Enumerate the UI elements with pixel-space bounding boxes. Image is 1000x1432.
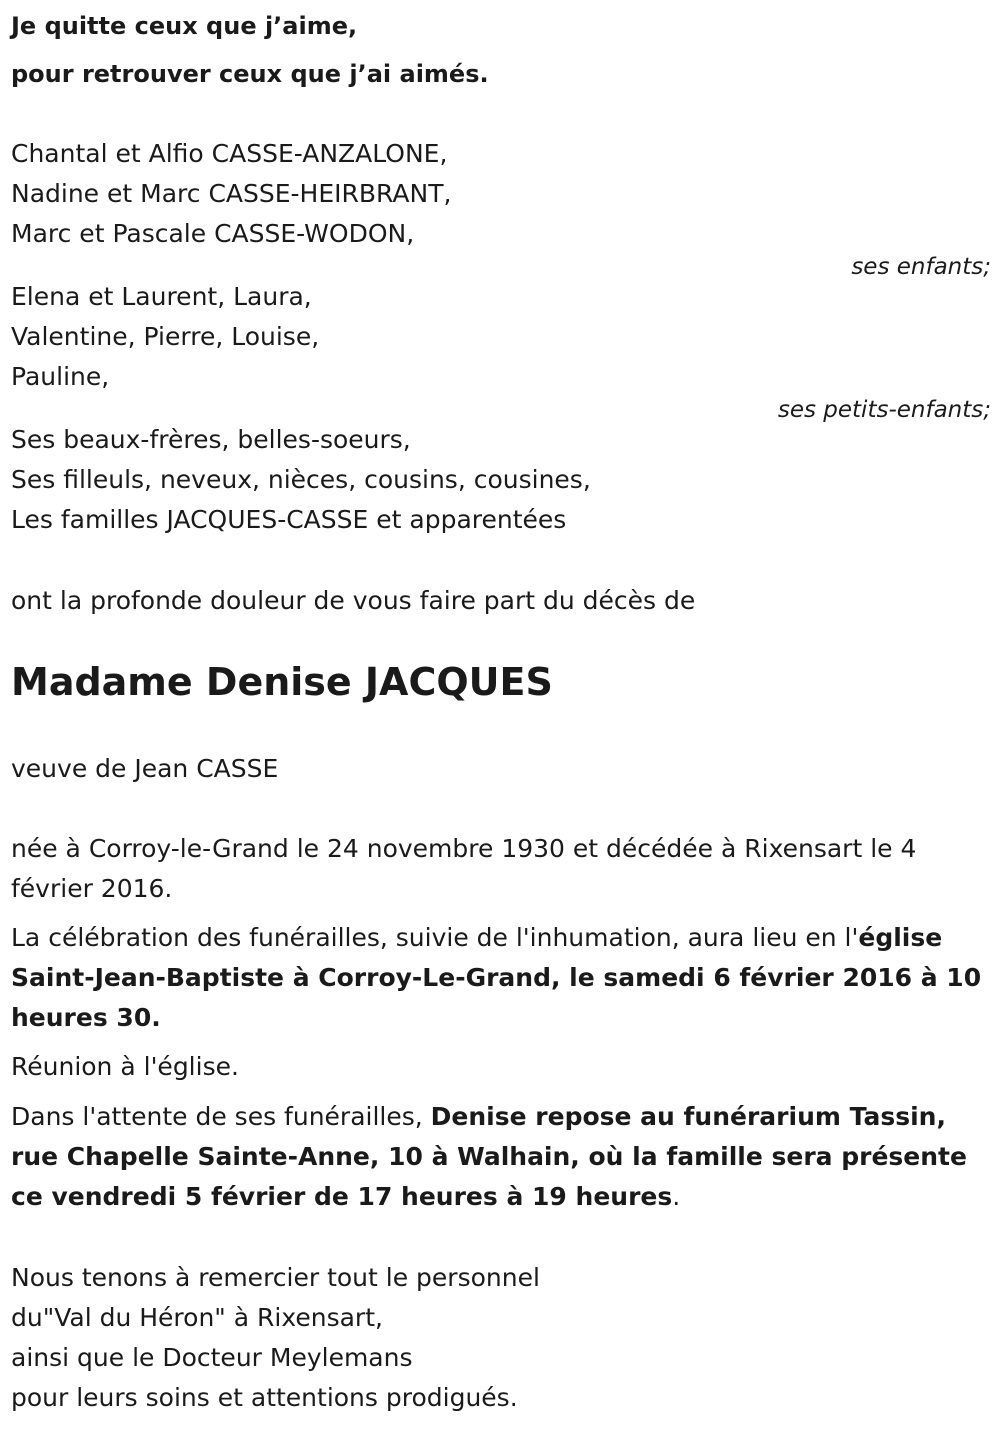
ceremony-details: église Saint-Jean-Baptiste à Corroy-Le-Grand, le samedi 6 février 2016 à 10 heures 30. [11, 923, 982, 1032]
relative-line: Ses beaux-frères, belles-soeurs, [11, 425, 411, 454]
grandchildren-role: ses petits-enfants; [777, 397, 991, 423]
grandchild-line: Elena et Laurent, Laura, [11, 282, 312, 311]
viewing-intro: Dans l'attente de ses funérailles, [11, 1102, 431, 1131]
quote [11, 6, 489, 94]
birth-death: née à Corroy-le-Grand le 24 novembre 1930 et décédée à Rixensart le 4 février 2016. [11, 834, 917, 903]
widow-of: veuve de Jean CASSE [11, 754, 279, 783]
meeting: Réunion à l'église. [11, 1052, 239, 1081]
quote-line: Je quitte ceux que j’aime, [11, 12, 358, 40]
thanks-line: du"Val du Héron" à Rixensart, [11, 1303, 383, 1332]
deceased-name: Madame Denise JACQUES [11, 660, 553, 704]
grandchildren-block [11, 277, 991, 425]
thanks-block [11, 1258, 540, 1418]
children-role: ses enfants; [851, 254, 991, 280]
grandchild-line: Pauline, [11, 362, 110, 391]
children-block [11, 134, 991, 282]
ceremony-intro: La célébration des funérailles, suivie de l'inhumation, aura lieu en l' [11, 923, 859, 952]
viewing-end: . [672, 1182, 681, 1211]
child-line: Chantal et Alfio CASSE-ANZALONE, [11, 139, 448, 168]
relative-line: Ses filleuls, neveux, nièces, cousins, cousines, [11, 465, 591, 494]
thanks-line: Nous tenons à remercier tout le personnel [11, 1263, 540, 1292]
announcement: ont la profonde douleur de vous faire part du décès de [11, 586, 696, 615]
relatives-block [11, 420, 591, 540]
child-line: Nadine et Marc CASSE-HEIRBRANT, [11, 179, 452, 208]
grandchild-line: Valentine, Pierre, Louise, [11, 322, 320, 351]
thanks-line: ainsi que le Docteur Meylemans [11, 1343, 413, 1372]
viewing [11, 1097, 991, 1217]
relative-line: Les familles JACQUES-CASSE et apparentées [11, 505, 567, 534]
thanks-line: pour leurs soins et attentions prodigués. [11, 1383, 518, 1412]
viewing-details: Denise repose au funérarium Tassin, rue Chapelle Sainte-Anne, 10 à Walhain, où la famille sera présente ce vendredi 5 février de 17 heures à 19 heures [11, 1102, 967, 1211]
quote-line: pour retrouver ceux que j’ai aimés. [11, 60, 489, 88]
child-line: Marc et Pascale CASSE-WODON, [11, 219, 415, 248]
ceremony [11, 918, 991, 1038]
